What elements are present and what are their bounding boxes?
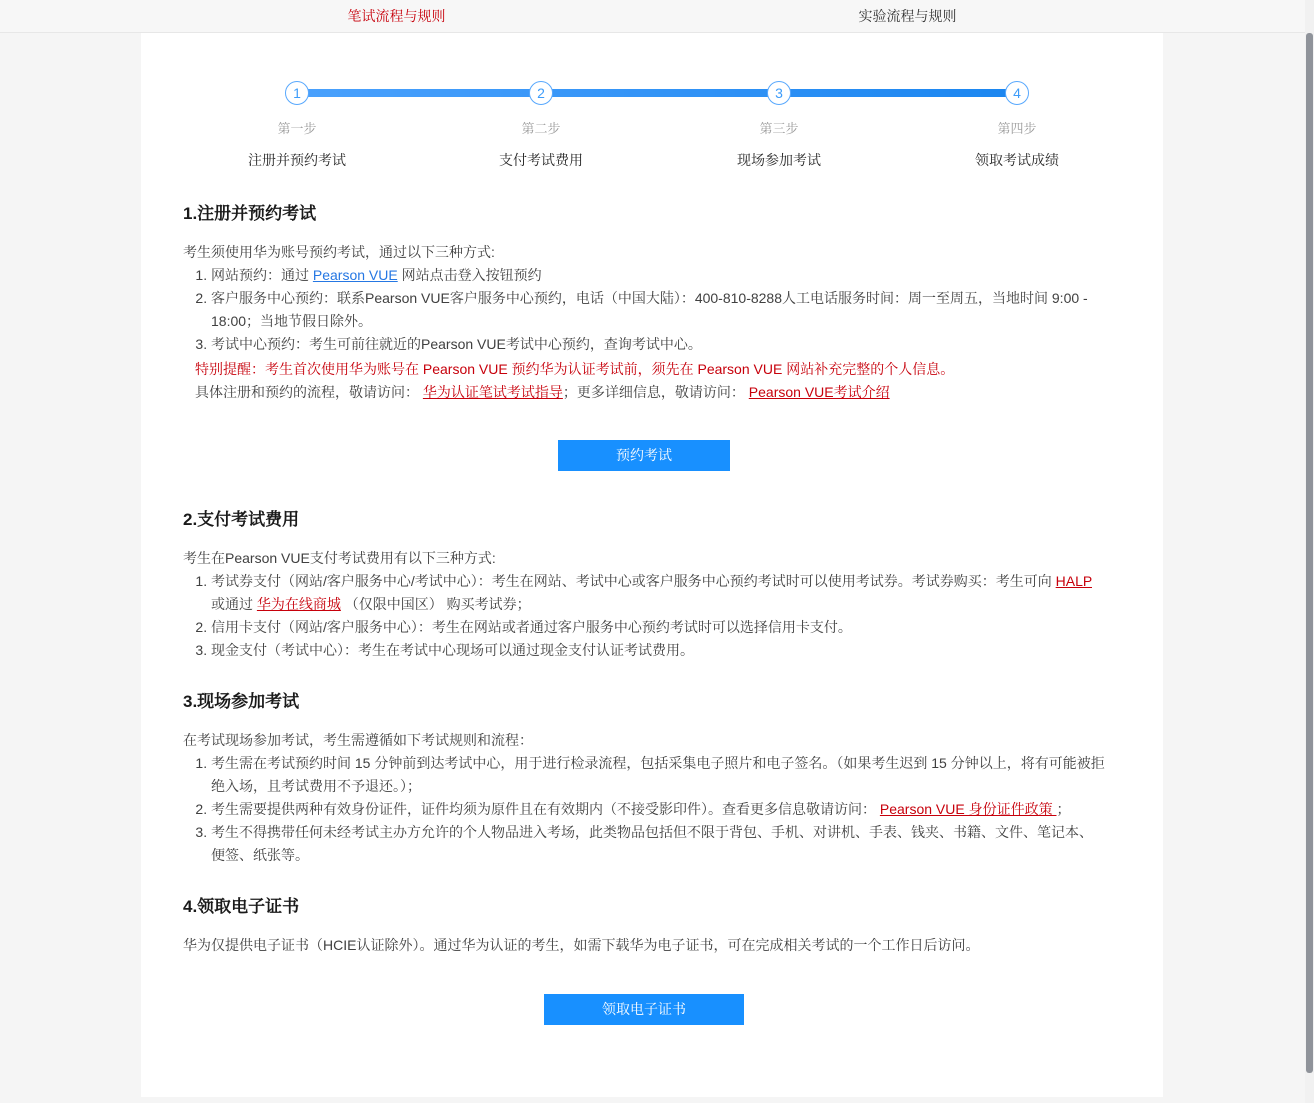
item-text: ； [1056, 801, 1071, 817]
item-text: 网站点击登入按钮预约 [397, 267, 542, 283]
item-text: 具体注册和预约的流程，敬请访问： [195, 384, 423, 400]
main-content [141, 202, 1163, 1025]
id-policy-link[interactable]: Pearson VUE 身份证件政策 [879, 801, 1057, 817]
step-1-name: 注册并预约考试 [248, 152, 346, 168]
pearson-vue-link[interactable]: Pearson VUE [312, 267, 398, 283]
item-text: 考试券支付（网站/客户服务中心/考试中心）：考生在网站、考试中心或客户服务中心预约考试时可以使用考试券。考试券购买：考生可向 [211, 573, 1056, 589]
section-3-intro: 在考试现场参加考试，考生需遵循如下考试规则和流程： [183, 732, 533, 748]
written-exam-guide-link[interactable]: 华为认证笔试考试指导 [422, 384, 563, 400]
pearson-vue-exam-intro-link[interactable]: Pearson VUE考试介绍 [748, 384, 890, 400]
step-4-name: 领取考试成绩 [975, 152, 1059, 168]
special-reminder-text: 特别提醒：考生首次使用华为账号在 Pearson VUE 预约华为认证考试前，须先在 Pearson VUE 网站补充完整的个人信息。 [195, 361, 955, 377]
stepper-step-4 [907, 81, 1127, 170]
step-3-sublabel: 第三步 [759, 121, 799, 136]
content-card [141, 33, 1163, 1097]
step-3-circle: 3 [767, 81, 791, 105]
item-text: 考生需要提供两种有效身份证件，证件均须为原件且在有效期内（不接受影印件）。查看更多信息敬请访问： [211, 801, 880, 817]
tab-written-exam-rules[interactable]: 笔试流程与规则 [347, 8, 446, 24]
section-1-intro: 考生须使用华为账号预约考试，通过以下三种方式: [183, 244, 495, 260]
section-1-more-info [195, 381, 1105, 404]
book-exam-button[interactable]: 预约考试 [558, 440, 730, 471]
list-item: 3. 现金支付（考试中心）：考生在考试中心现场可以通过现金支付认证考试费用。 [211, 639, 1105, 662]
step-2-sublabel: 第二步 [521, 121, 561, 136]
step-2-name: 支付考试费用 [499, 152, 583, 168]
list-item: 3. 考试中心预约：考生可前往就近的Pearson VUE考试中心预约，查询考试中心。 [211, 333, 1105, 356]
step-1-sublabel: 第一步 [277, 121, 317, 136]
section-1-heading: 1.注册并预约考试 [183, 204, 317, 223]
list-item: 1. 考生需在考试预约时间 15 分钟前到达考试中心，用于进行检录流程，包括采集电子照片和电子签名。（如果考生迟到 15 分钟以上，将有可能被拒绝入场，且考试费用不予退还。）； [211, 752, 1105, 798]
list-item [211, 264, 1105, 287]
item-text: ；更多详细信息，敬请访问： [562, 384, 749, 400]
item-text: 网站预约：通过 [211, 267, 313, 283]
section-2-heading: 2.支付考试费用 [183, 510, 300, 529]
section-2-list [183, 570, 1105, 662]
item-text: （仅限中国区） 购买考试券； [340, 596, 531, 612]
list-item: 2. 客户服务中心预约：联系Pearson VUE客户服务中心预约，电话（中国大陆）：400-810-8288人工电话服务时间：周一至周五，当地时间 9:00 - 18:00；当地节假日除外。 [211, 287, 1105, 333]
halp-link[interactable]: HALP [1055, 573, 1092, 589]
section-2-intro: 考生在Pearson VUE支付考试费用有以下三种方式: [183, 550, 496, 566]
top-tab-bar [0, 0, 1314, 33]
step-1-circle: 1 [285, 81, 309, 105]
item-text: 或通过 [211, 596, 257, 612]
step-2-circle: 2 [529, 81, 553, 105]
step-3-name: 现场参加考试 [737, 152, 821, 168]
scrollbar[interactable] [1305, 0, 1314, 1103]
section-pay-exam-fee [183, 508, 1105, 662]
stepper-step-3 [669, 81, 889, 170]
exam-steps-progress [141, 33, 1163, 168]
step-4-sublabel: 第四步 [997, 121, 1037, 136]
section-3-heading: 3.现场参加考试 [183, 692, 300, 711]
section-register-and-book [183, 202, 1105, 471]
section-get-certificate [183, 895, 1105, 1025]
list-item [211, 570, 1105, 616]
huawei-online-store-link[interactable]: 华为在线商城 [256, 596, 341, 612]
section-4-heading: 4.领取电子证书 [183, 897, 300, 916]
section-3-list [183, 752, 1105, 867]
get-certificate-button[interactable]: 领取电子证书 [544, 994, 744, 1025]
section-4-intro: 华为仅提供电子证书（HCIE认证除外）。通过华为认证的考生，如需下载华为电子证书，可在完成相关考试的一个工作日后访问。 [183, 937, 980, 953]
list-item [211, 798, 1105, 821]
top-tab-bar-inner [141, 0, 1163, 32]
list-item: 2. 信用卡支付（网站/客户服务中心）：考生在网站或者通过客户服务中心预约考试时可以选择信用卡支付。 [211, 616, 1105, 639]
section-1-list [183, 264, 1105, 356]
scrollbar-thumb[interactable] [1306, 33, 1313, 1073]
list-item: 3. 考生不得携带任何未经考试主办方允许的个人物品进入考场，此类物品包括但不限于背包、手机、对讲机、手表、钱夹、书籍、文件、笔记本、便签、纸张等。 [211, 821, 1105, 867]
stepper-step-2 [431, 81, 651, 170]
section-attend-exam [183, 690, 1105, 867]
step-4-circle: 4 [1005, 81, 1029, 105]
tab-lab-exam-rules[interactable]: 实验流程与规则 [858, 8, 957, 24]
stepper-step-1 [187, 81, 407, 170]
